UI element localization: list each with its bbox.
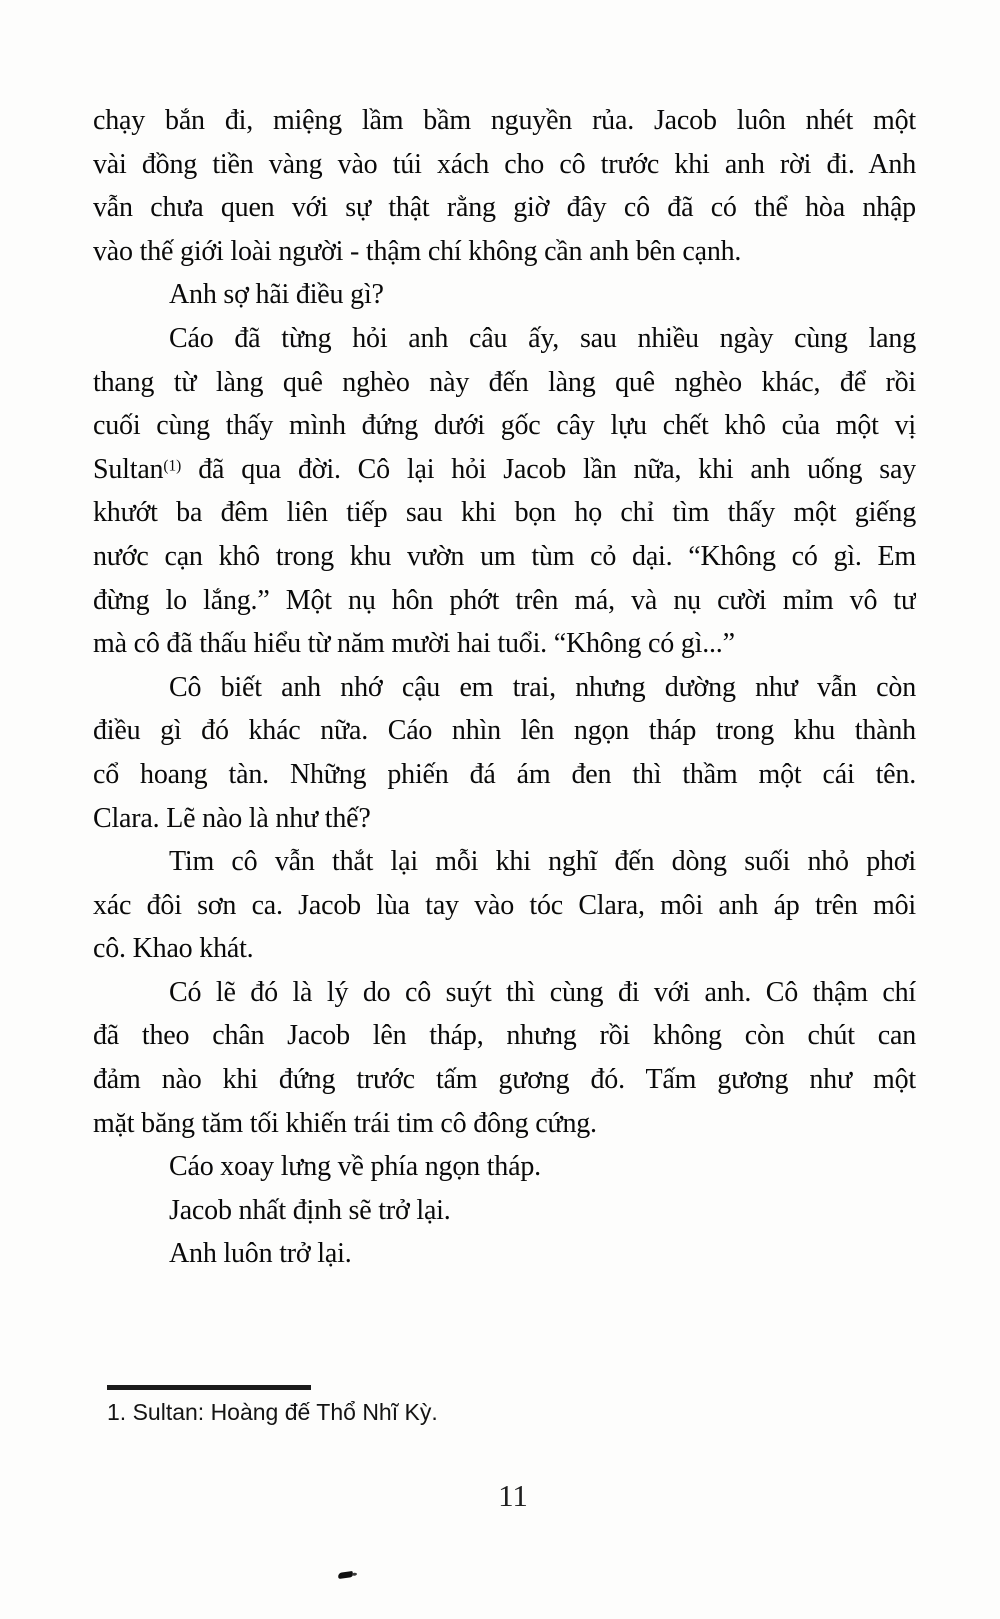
text-segment: chạy bắn đi, miệng lầm bầm nguyền rủa. Jacob luôn nhét một [93, 105, 916, 136]
text-line [93, 230, 916, 274]
text-segment: mà cô đã thấu hiểu từ năm mười hai tuổi. “Không có gì...” [93, 628, 735, 660]
text-segment: Tim cô vẫn thắt lại mỗi khi nghĩ đến dòng suối nhỏ phơi [169, 846, 916, 878]
text-line [93, 361, 916, 405]
text-line [93, 99, 916, 143]
text-segment: cô. Khao khát. [93, 933, 254, 965]
text-segment: xác đôi sơn ca. Jacob lùa tay vào tóc Clara, môi anh áp trên môi [93, 889, 916, 921]
text-line [93, 797, 916, 841]
text-line [93, 666, 916, 710]
text-segment: Jacob nhất định sẽ trở lại. [169, 1194, 451, 1226]
text-segment: đừng lo lắng.” Một nụ hôn phớt trên má, và nụ cười mỉm vô tư [93, 584, 916, 616]
text-segment: nước cạn khô trong khu vườn um tùm cỏ dại. “Không có gì. Em [93, 540, 916, 572]
text-line [93, 927, 916, 971]
text-segment: Cô biết anh nhớ cậu em trai, nhưng dường như vẫn còn [169, 671, 916, 703]
text-segment: thang từ làng quê nghèo này đến làng quê nghèo khác, để rồi [93, 366, 916, 398]
text-segment: vào thế giới loài người - thậm chí không cần anh bên cạnh. [93, 235, 742, 267]
text-line [93, 579, 916, 623]
text-segment: cuối cùng thấy mình đứng dưới gốc cây lựu chết khô của một vị [93, 410, 916, 442]
text-segment: đảm nào khi đứng trước tấm gương đó. Tấm gương như một [93, 1064, 916, 1096]
text-segment: vẫn chưa quen với sự thật rằng giờ đây cô đã có thể hòa nhập [93, 192, 916, 224]
text-line [93, 317, 916, 361]
text-line [93, 622, 916, 666]
text-segment: Clara. Lẽ nào là như thế? [93, 802, 371, 834]
text-line [93, 1102, 916, 1146]
text-line [93, 535, 916, 579]
text-segment: Cáo xoay lưng về phía ngọn tháp. [169, 1151, 541, 1183]
ink-smudge [338, 1571, 354, 1579]
text-segment: cổ hoang tàn. Những phiến đá ám đen thì thầm một cái tên. [93, 758, 916, 790]
text-line [93, 1145, 916, 1189]
text-line [93, 404, 916, 448]
footnote-marker: (1) [163, 457, 182, 475]
text-line [93, 1189, 916, 1233]
text-line [93, 1014, 916, 1058]
text-segment: Có lẽ đó là lý do cô suýt thì cùng đi với anh. Cô thậm chí [169, 976, 916, 1008]
text-segment: khướt ba đêm liên tiếp sau khi bọn họ chỉ tìm thấy một giếng [93, 497, 916, 529]
text-line [93, 1058, 916, 1102]
text-segment: Anh sợ hãi điều gì? [169, 279, 384, 311]
footnote-separator-rule [107, 1385, 311, 1390]
text-segment: đã theo chân Jacob lên tháp, nhưng rồi không còn chút can [93, 1020, 916, 1052]
page-number: 11 [498, 1478, 528, 1513]
footnote-text: 1. Sultan: Hoàng đế Thổ Nhĩ Kỳ. [107, 1399, 438, 1425]
text-line [93, 273, 916, 317]
text-block [93, 99, 916, 1276]
text-segment: vài đồng tiền vàng vào túi xách cho cô trước khi anh rời đi. Anh [93, 148, 916, 180]
text-line [93, 186, 916, 230]
text-segment: Anh luôn trở lại. [169, 1238, 352, 1270]
text-line [93, 491, 916, 535]
text-line [93, 971, 916, 1015]
text-segment: Cáo đã từng hỏi anh câu ấy, sau nhiều ngày cùng lang [169, 322, 916, 354]
text-line [93, 884, 916, 928]
text-line [93, 709, 916, 753]
text-segment: Sultan [93, 453, 164, 485]
text-segment: điều gì đó khác nữa. Cáo nhìn lên ngọn tháp trong khu thành [93, 715, 916, 747]
text-line [93, 840, 916, 884]
text-line [93, 753, 916, 797]
text-segment: đã qua đời. Cô lại hỏi Jacob lần nữa, khi anh uống say [181, 453, 916, 485]
text-segment: mặt băng tăm tối khiến trái tim cô đông cứng. [93, 1107, 597, 1139]
text-line [93, 143, 916, 187]
text-line [93, 1232, 916, 1276]
footnote [107, 1385, 438, 1426]
text-line [93, 448, 916, 492]
